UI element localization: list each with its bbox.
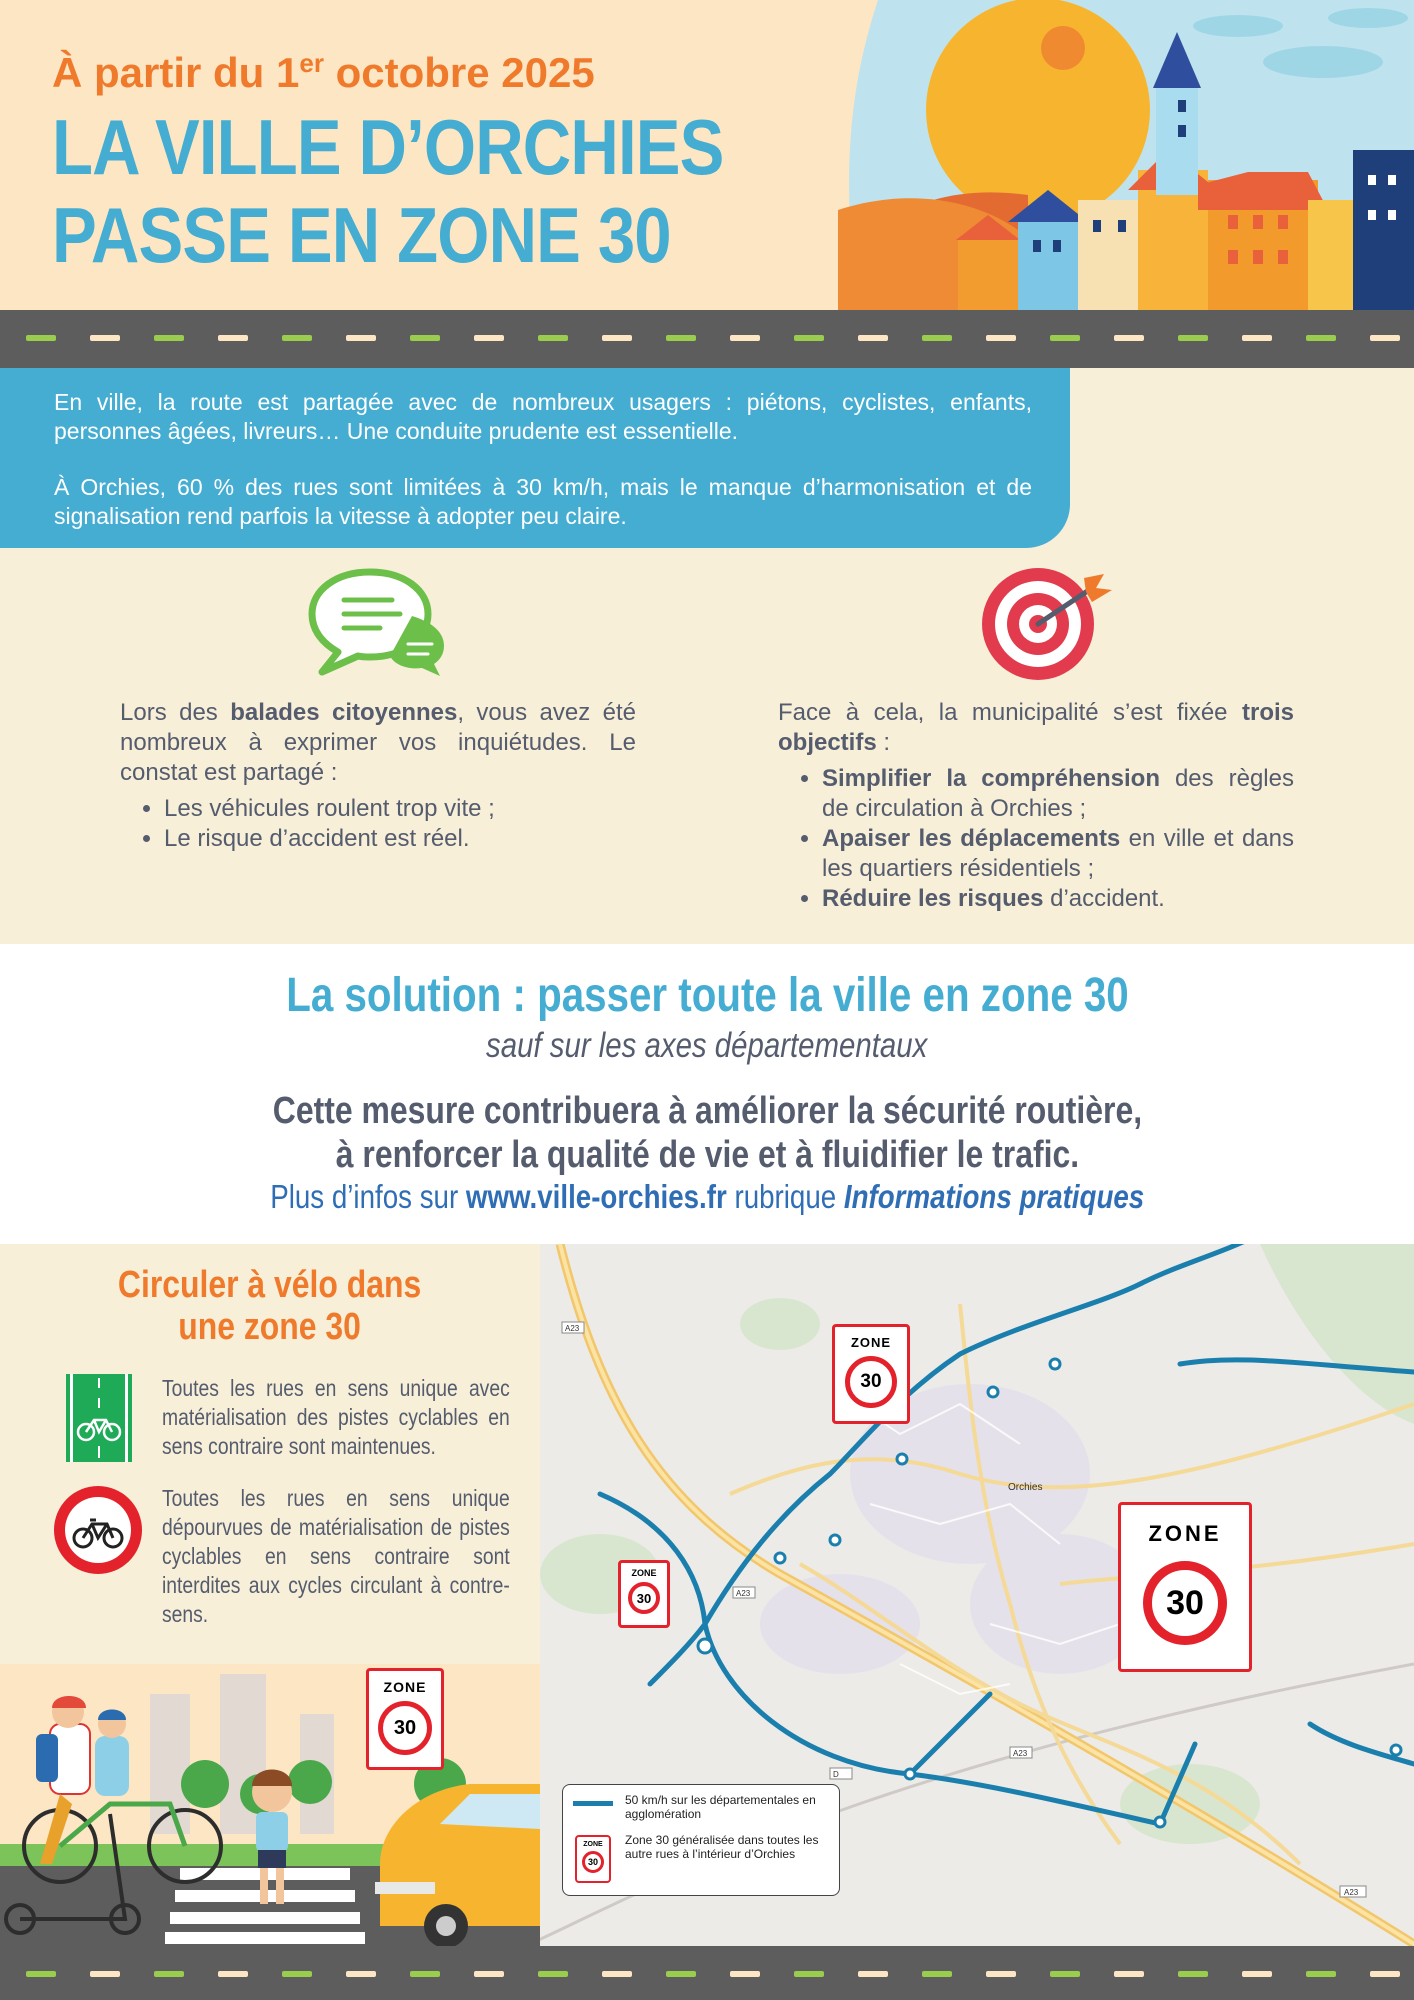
intro-box — [0, 368, 1070, 548]
road-dash — [1114, 1971, 1144, 1977]
list-item: • Apaiser les déplacements en ville et dans les quartiers résidentiels ; — [822, 824, 1294, 884]
objectives-list — [778, 764, 1294, 914]
road-dash — [346, 335, 376, 341]
road-dash — [154, 335, 184, 341]
main-title-line2: PASSE EN ZONE 30 — [52, 191, 671, 279]
road-label: A23 — [736, 1589, 751, 1598]
list-item: • Le risque d’accident est réel. — [164, 824, 636, 854]
map-legend — [562, 1784, 840, 1896]
website-link[interactable]: www.ville-orchies.fr — [465, 1178, 727, 1215]
road-label: A23 — [565, 1324, 580, 1333]
contraflow-bike-lane-icon — [66, 1374, 132, 1462]
zone30-sign-map-small: ZONE 30 — [618, 1560, 670, 1628]
road-dash — [666, 1971, 696, 1977]
zone30-sign-street: ZONE 30 — [366, 1668, 444, 1770]
road-dash — [26, 335, 56, 341]
road-dash — [346, 1971, 376, 1977]
road-dash — [218, 1971, 248, 1977]
left-bullet-list — [120, 794, 636, 854]
road-dash — [986, 1971, 1016, 1977]
road-dash — [922, 335, 952, 341]
road-dash — [858, 335, 888, 341]
road-dash — [474, 1971, 504, 1977]
road-dash — [218, 335, 248, 341]
legend-route-swatch — [573, 1801, 613, 1806]
left-column — [120, 698, 636, 854]
road-dash — [410, 1971, 440, 1977]
road-dash — [986, 335, 1016, 341]
road-dash — [90, 1971, 120, 1977]
rule-1-text: Toutes les rues en sens unique avec matérialisation des pistes cyclables en sens contraire sont maintenues. — [162, 1375, 510, 1459]
solution-title: La solution : passer toute la ville en zone 30 — [285, 969, 1129, 1022]
road-dash — [794, 335, 824, 341]
target-icon — [980, 566, 1114, 684]
road-strip-top — [0, 310, 1414, 368]
road-dash — [1306, 335, 1336, 341]
road-dash — [1114, 335, 1144, 341]
road-dash — [1178, 335, 1208, 341]
rule-2-text: Toutes les rues en sens unique dépourvues de matérialisation de pistes cyclables en sens contraire sont interdites aux cycles circulant à contre-sens. — [162, 1485, 510, 1627]
town-illustration — [838, 0, 1414, 310]
road-dash — [1370, 335, 1400, 341]
road-dash — [922, 1971, 952, 1977]
road-dash — [1370, 1971, 1400, 1977]
legend-route-text: 50 km/h sur les départementales en agglomération — [625, 1793, 816, 1821]
list-item: • Les véhicules roulent trop vite ; — [164, 794, 636, 824]
zone30-sign-map-large: ZONE 30 — [1118, 1502, 1252, 1672]
road-dash — [474, 335, 504, 341]
cycling-panel — [0, 1244, 540, 1944]
speech-bubble-icon — [308, 566, 448, 678]
town-map[interactable] — [540, 1244, 1414, 1946]
road-label: D — [833, 1770, 839, 1779]
measure-line-2: à renforcer la qualité de vie et à fluidifier le trafic. — [335, 1134, 1079, 1176]
road-dash — [1050, 335, 1080, 341]
road-dash — [282, 335, 312, 341]
main-title-line1: LA VILLE D’ORCHIES — [52, 103, 724, 191]
legend-zone30-text: Zone 30 généralisée dans toutes les autre rues à l’intérieur d’Orchies — [625, 1833, 819, 1861]
road-dash — [1306, 1971, 1336, 1977]
road-dash — [858, 1971, 888, 1977]
right-column — [778, 698, 1294, 914]
header-banner — [0, 0, 1414, 310]
road-dash — [794, 1971, 824, 1977]
intro-paragraph-2: À Orchies, 60 % des rues sont limitées à 30 km/h, mais le manque d’harmonisation et de signalisation rend parfois la vitesse à adopter peu claire. — [54, 474, 1032, 529]
date-pretitle: À partir du 1er octobre 2025 — [52, 48, 595, 96]
solution-subtitle: sauf sur les axes départementaux — [486, 1026, 928, 1065]
info-line: Plus d’infos sur www.ville-orchies.fr rubrique Informations pratiques — [270, 1178, 1144, 1215]
road-dash — [282, 1971, 312, 1977]
intro-paragraph-1: En ville, la route est partagée avec de nombreux usagers : piétons, cyclistes, enfants, personnes âgées, livreurs… Une conduite prudente est essentielle. — [54, 389, 1032, 444]
road-dash — [538, 335, 568, 341]
road-dash — [1242, 335, 1272, 341]
road-dash — [602, 1971, 632, 1977]
road-dash — [1178, 1971, 1208, 1977]
road-dash — [1050, 1971, 1080, 1977]
road-dash — [538, 1971, 568, 1977]
road-dash — [602, 335, 632, 341]
zone30-sign-map-1: ZONE 30 — [832, 1324, 910, 1424]
road-dash — [90, 335, 120, 341]
town-label: Orchies — [1008, 1482, 1043, 1493]
road-dash — [1242, 1971, 1272, 1977]
road-strip-bottom — [0, 1946, 1414, 2000]
road-label: A23 — [1013, 1749, 1028, 1758]
measure-line-1: Cette mesure contribuera à améliorer la sécurité routière, — [272, 1090, 1142, 1132]
road-dash — [730, 1971, 760, 1977]
road-dash — [26, 1971, 56, 1977]
road-dash — [666, 335, 696, 341]
road-label: A23 — [1344, 1888, 1359, 1897]
right-column-intro: Face à cela, la municipalité s’est fixée trois objectifs : — [778, 699, 1294, 756]
street-crossing-illustration — [0, 1664, 540, 1946]
road-dash — [410, 335, 440, 341]
solution-section — [0, 944, 1414, 1244]
road-dash — [730, 335, 760, 341]
info-section-link[interactable]: Informations pratiques — [843, 1178, 1144, 1215]
left-column-intro: Lors des balades citoyennes, vous avez été nombreux à exprimer vos inquiétudes. Le constat est partagé : — [120, 699, 636, 786]
list-item: • Simplifier la compréhension des règles de circulation à Orchies ; — [822, 764, 1294, 824]
cycling-title: Circuler à vélo dans une zone 30 — [118, 1264, 422, 1348]
no-bicycles-sign-icon — [52, 1484, 144, 1576]
road-dash — [154, 1971, 184, 1977]
list-item: • Réduire les risques d’accident. — [822, 884, 1294, 914]
legend-zone30-icon: ZONE 30 — [575, 1835, 611, 1883]
